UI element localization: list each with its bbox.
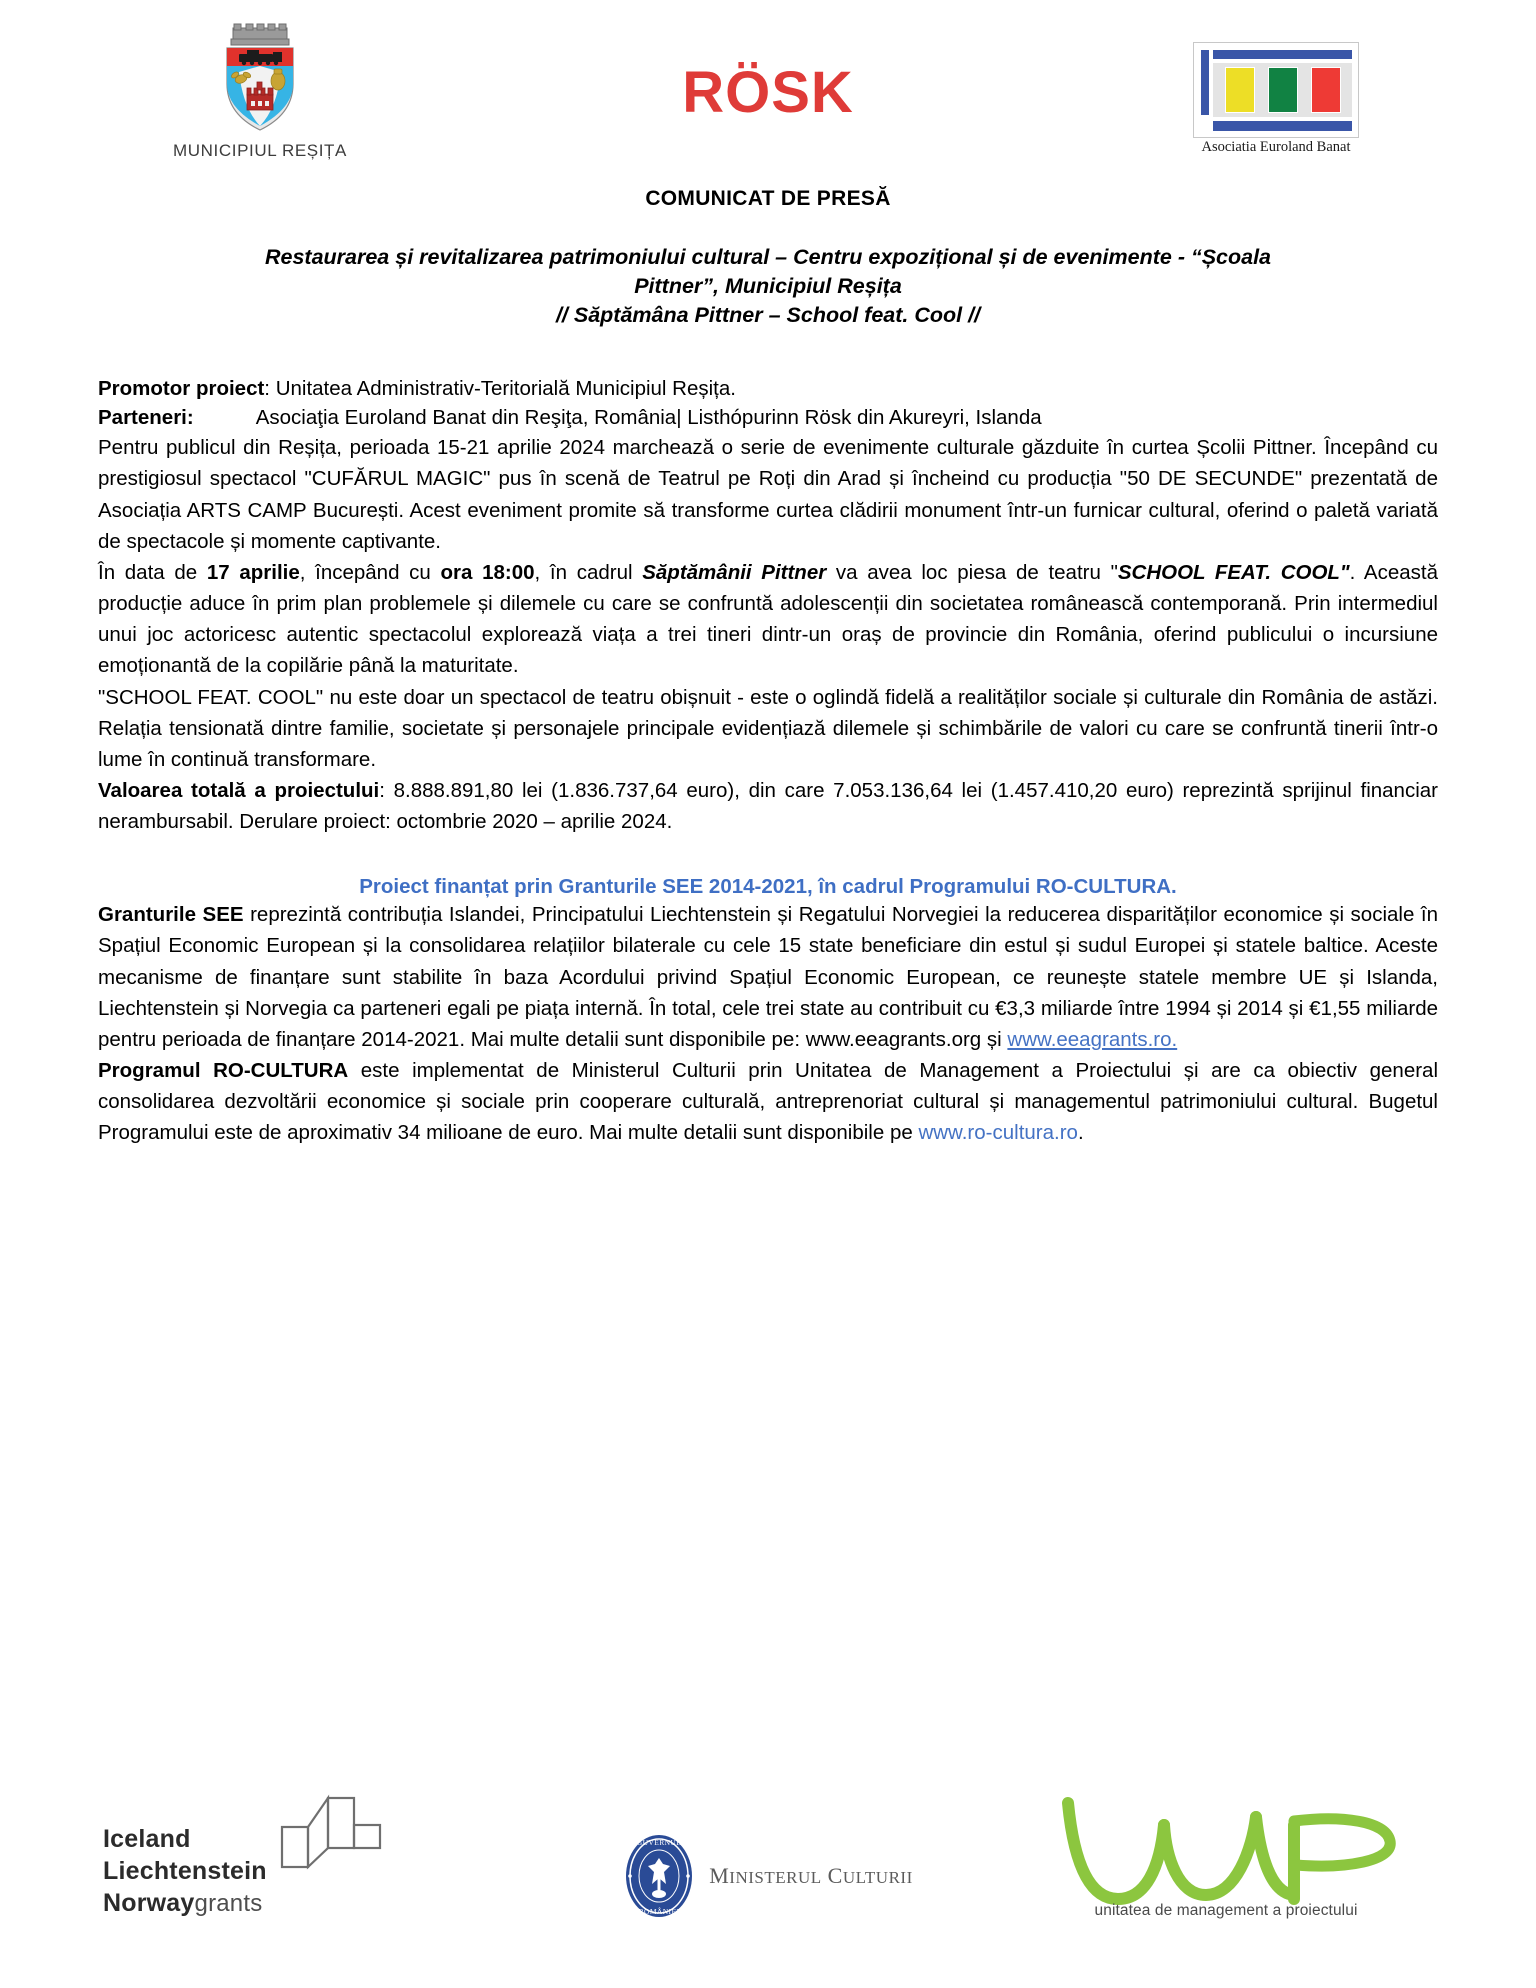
grants-line-liechtenstein: Liechtenstein xyxy=(103,1857,267,1886)
ump-logo xyxy=(1011,1795,1441,1920)
stripe-red xyxy=(1311,67,1341,113)
ro-cultura-tail: . xyxy=(1077,1121,1084,1145)
municipiul-resita-logo xyxy=(95,22,425,161)
page-title: COMUNICAT DE PRESĂ xyxy=(645,187,891,210)
euroland-banat-logo xyxy=(1111,22,1441,156)
rosk-logo xyxy=(425,22,1111,125)
paragraph-intro: Pentru publicul din Reșița, perioada 15-21 aprilie 2024 marchează o serie de evenimente culturale găzduite în curtea Școlii Pittner. Începând cu prestigiosul spectacol "CUFĂRUL MAGIC" pus în scenă de Teatrul pe Roți din Arad și încheind cu producția "50 DE SECUNDE" prezentată de Asociația ARTS CAMP București. Acest eveniment promite să transforme curtea clădirii monument într-un furnicar cultural, oferind o paletă variată de spectacole și momente captivante. xyxy=(98,436,1438,553)
see-grants-label: Granturile SEE xyxy=(98,903,244,927)
grants-word: grants xyxy=(194,1890,263,1918)
see-grants-text: reprezintă contribuția Islandei, Principatului Liechtenstein și Regatului Norvegiei la reducerea disparităților economice și sociale în Spațiul Economic European și la consolidarea relațiilor bilaterale cu cele 15 state beneficiare din estul și sudul Europei și statele baltice. Aceste mecanisme de finanțare sunt stabilite în baza Acordului privind Spațiul Economic European, ce reunește statele membre UE și Islanda, Liechtenstein și Norvegia ca parteneri egali pe piața internă. În total, cele trei state au contribuit cu €3,3 miliarde între 1994 și 2014 și €1,55 miliarde pentru perioada de finanțare 2014-2021. Mai multe detalii sunt disponibile pe: www.eeagrants.org și xyxy=(98,903,1439,1051)
euroland-left-bar xyxy=(1201,50,1209,115)
grants-line-iceland: Iceland xyxy=(103,1825,191,1854)
svg-text:GUVERNUL: GUVERNUL xyxy=(637,1838,682,1847)
paragraph-performance xyxy=(98,557,1438,682)
p2-bolditalic-week: Săptămânii Pittner xyxy=(642,560,827,584)
budget-value: : 8.888.891,80 lei (1.836.737,64 euro), din care 7.053.136,64 lei (1.457.410,20 euro) reprezintă sprijinul financiar nerambursabil. Derulare proiect: octombrie 2020 – aprilie 2024. xyxy=(98,778,1438,834)
paragraph-budget xyxy=(98,775,1438,837)
funding-statement: Proiect finanțat prin Granturile SEE 2014-2021, în cadrul Programului RO-CULTURA. xyxy=(359,875,1177,899)
promoter-value: : Unitatea Administrativ-Teritorială Municipiul Reșița. xyxy=(264,377,736,401)
p2-text-4: va avea loc piesa de teatru " xyxy=(826,560,1118,584)
euroland-bottom-bar xyxy=(1213,121,1352,131)
partners-value: Asociaţia Euroland Banat din Reşiţa, România| Listhópurinn Rösk din Akureyri, Islanda xyxy=(255,406,1042,430)
p2-bold-date: 17 aprilie xyxy=(206,560,300,584)
stripe-yellow xyxy=(1225,67,1255,113)
euroland-banat-label: Asociatia Euroland Banat xyxy=(1201,139,1351,155)
footer-logos xyxy=(0,1795,1536,1920)
p2-text-3: , în cadrul xyxy=(534,560,643,584)
project-title-line-2: Pittner”, Municipiul Reșița xyxy=(634,274,902,299)
ministry-of-culture-logo xyxy=(525,1832,1011,1920)
ump-mark-icon xyxy=(1056,1795,1396,1918)
budget-label: Valoarea totală a proiectului xyxy=(98,778,380,802)
paragraph-ro-cultura xyxy=(98,1055,1438,1148)
paragraph-reflection: "SCHOOL FEAT. COOL" nu este doar un spectacol de teatru obișnuit - este o oglindă fidelă a realităților sociale și culturale din România de astăzi. Relația tensionată dintre familie, societate și personajele principale evidențiază dilemele și schimbările de valori cu care se confruntă tinerii într-o lume în continuă transformare. xyxy=(98,685,1438,771)
government-seal-icon xyxy=(623,1832,695,1920)
promoter-row xyxy=(98,374,1438,403)
paragraph-see-grants xyxy=(98,899,1438,1055)
rosk-wordmark: RÖSK xyxy=(682,60,854,125)
p2-text-1: În data de xyxy=(98,560,207,584)
project-title-line-3: // Săptămâna Pittner – School feat. Cool // xyxy=(555,303,981,328)
partners-label: Parteneri: xyxy=(98,406,194,430)
euroland-stripes xyxy=(1213,63,1352,117)
p2-text-5: . Această producție aduce în prim plan problemele și dilemele cu care se confruntă adolescenții din societatea românească contemporană. Prin intermediul unui joc actoricesc autentic spectacolul explorează viața a trei tineri dintr-un oraș de provincie din România, oferind publicului o incursiune emoționantă de la copilărie până la maturitate. xyxy=(98,560,1438,678)
grants-line-norway: Norwaygrants xyxy=(103,1889,263,1918)
p2-bold-time: ora 18:00 xyxy=(440,560,535,584)
euroland-emblem-icon xyxy=(1193,42,1359,138)
ro-cultura-text: este implementat de Ministerul Culturii prin Unitatea de Management a Proiectului și are ca obiectiv general consolidarea dezvoltării economice și sociale prin cooperare culturală, antreprenoriat cultural și managementul patrimoniului cultural. Bugetul Programului este de aproximativ 34 milioane de euro. Mai multe detalii sunt disponibile pe xyxy=(98,1059,1439,1145)
header-logos xyxy=(0,0,1536,175)
eea-grants-mark-icon xyxy=(280,1781,388,1878)
project-meta xyxy=(98,374,1438,432)
document-body xyxy=(0,187,1536,1149)
ro-cultura-label: Programul RO-CULTURA xyxy=(98,1059,349,1083)
ministry-of-culture-label: MINISTERUL CULTURII xyxy=(709,1863,913,1888)
euroland-top-bar xyxy=(1213,50,1352,59)
municipiul-resita-label: MUNICIPIUL REȘIȚA xyxy=(173,141,347,160)
partners-row xyxy=(98,403,1438,432)
ro-cultura-link[interactable]: www.ro-cultura.ro xyxy=(918,1121,1078,1145)
promoter-label: Promotor proiect xyxy=(98,377,265,401)
project-title xyxy=(98,243,1438,330)
coat-of-arms-icon xyxy=(205,22,315,134)
p2-bolditalic-play: SCHOOL FEAT. COOL" xyxy=(1117,560,1350,584)
stripe-green xyxy=(1268,67,1298,113)
p2-text-2: , începând cu xyxy=(299,560,441,584)
project-title-line-1: Restaurarea și revitalizarea patrimoniului cultural – Centru expozițional și de evenimente - “Școala xyxy=(264,245,1272,269)
ump-label: unitatea de management a proiectului xyxy=(1094,1902,1358,1919)
svg-text:ROMÂNIEI: ROMÂNIEI xyxy=(638,1907,680,1916)
eea-grants-logo xyxy=(95,1823,525,1920)
eeagrants-link[interactable]: www.eeagrants.ro. xyxy=(1007,1027,1178,1051)
